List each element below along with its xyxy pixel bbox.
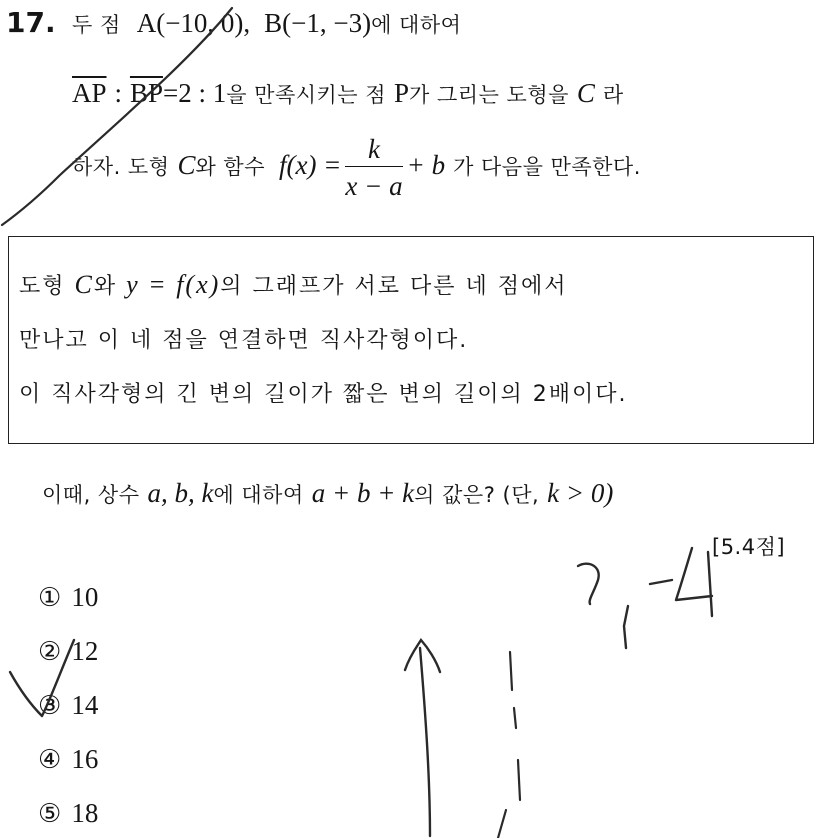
figure-c: C: [177, 150, 196, 180]
question-line-3: [72, 130, 641, 202]
fraction: [345, 134, 402, 201]
point-a: A(−10, 0),: [136, 8, 251, 38]
question-line-1: [72, 6, 461, 42]
text-segment: 도형: [19, 274, 66, 299]
text-segment: 의 그래프가 서로 다른 네 점에서: [220, 274, 568, 299]
condition-line-1: [19, 269, 568, 303]
question-ask: [42, 476, 613, 512]
function-fx: f(x) =: [278, 150, 342, 180]
text-segment: 가 그리는 도형을: [409, 83, 569, 107]
constant-b: + b: [406, 150, 446, 180]
ratio-colon: :: [114, 78, 122, 108]
choice-value: 10: [71, 582, 99, 612]
choice-marker: ④: [38, 745, 62, 775]
sum-expression: a + b + k: [311, 478, 415, 508]
choice-marker: ②: [38, 637, 62, 667]
handwritten-note: 2, -4: [640, 600, 643, 601]
ratio-value: =2 : 1: [162, 78, 227, 108]
question-number: 17.: [6, 6, 56, 39]
fraction-numerator: k: [345, 134, 402, 167]
choice-value: 18: [71, 798, 99, 828]
text-segment: 의 값은? (단,: [414, 483, 540, 507]
handwritten-digit-4: [676, 548, 712, 616]
points-label: [5.4점]: [712, 535, 786, 559]
fraction-denominator: x − a: [345, 171, 403, 201]
text-segment: 이때, 상수: [42, 483, 140, 507]
point-p: P: [394, 78, 410, 108]
point-b: B(−1, −3): [264, 8, 372, 38]
text-segment: 라: [602, 83, 624, 107]
choice-marker: ①: [38, 583, 62, 613]
figure-c: C: [74, 270, 94, 299]
text-segment: 하자. 도형: [72, 155, 170, 179]
constants: a, b, k: [147, 478, 214, 508]
text-segment: 가 다음을 만족한다.: [453, 155, 641, 179]
handwritten-digit-2: [578, 564, 599, 604]
choice-4[interactable]: [38, 744, 98, 775]
text-segment: 을 만족시키는 점: [226, 83, 387, 107]
condition-line-2: 만나고 이 네 점을 연결하면 직사각형이다.: [19, 328, 469, 353]
text-segment: 두 점: [72, 13, 121, 37]
choice-marker: ③: [38, 691, 62, 721]
up-arrow-icon: [405, 640, 440, 836]
dashed-pencil-line: [498, 652, 520, 838]
text-segment: 와 함수: [195, 155, 266, 179]
choice-value: 16: [71, 744, 99, 774]
condition-line-3: 이 직사각형의 긴 변의 길이가 짧은 변의 길이의 2배이다.: [19, 382, 628, 407]
choice-marker: ⑤: [38, 799, 62, 829]
function-y: y = f(x): [126, 270, 221, 299]
text-segment: 에 대하여: [213, 483, 304, 507]
condition-k: k > 0): [547, 478, 614, 508]
text-segment: 에 대하여: [371, 13, 462, 37]
handwritten-comma: [624, 606, 628, 648]
condition-box: [8, 236, 814, 444]
question-line-2: [72, 76, 624, 112]
segment-bp: $\overline{BP}$: [129, 78, 163, 108]
figure-c: C: [576, 78, 595, 108]
choice-2[interactable]: [38, 636, 98, 667]
handwritten-minus: [650, 580, 672, 584]
choice-value: 14: [71, 690, 99, 720]
choice-3[interactable]: [38, 690, 98, 721]
choice-value: 12: [71, 636, 99, 666]
segment-ap: $\overline{AP}$: [72, 78, 107, 108]
choice-1[interactable]: [38, 582, 98, 613]
choice-5[interactable]: [38, 798, 98, 829]
text-segment: 와: [93, 274, 118, 299]
